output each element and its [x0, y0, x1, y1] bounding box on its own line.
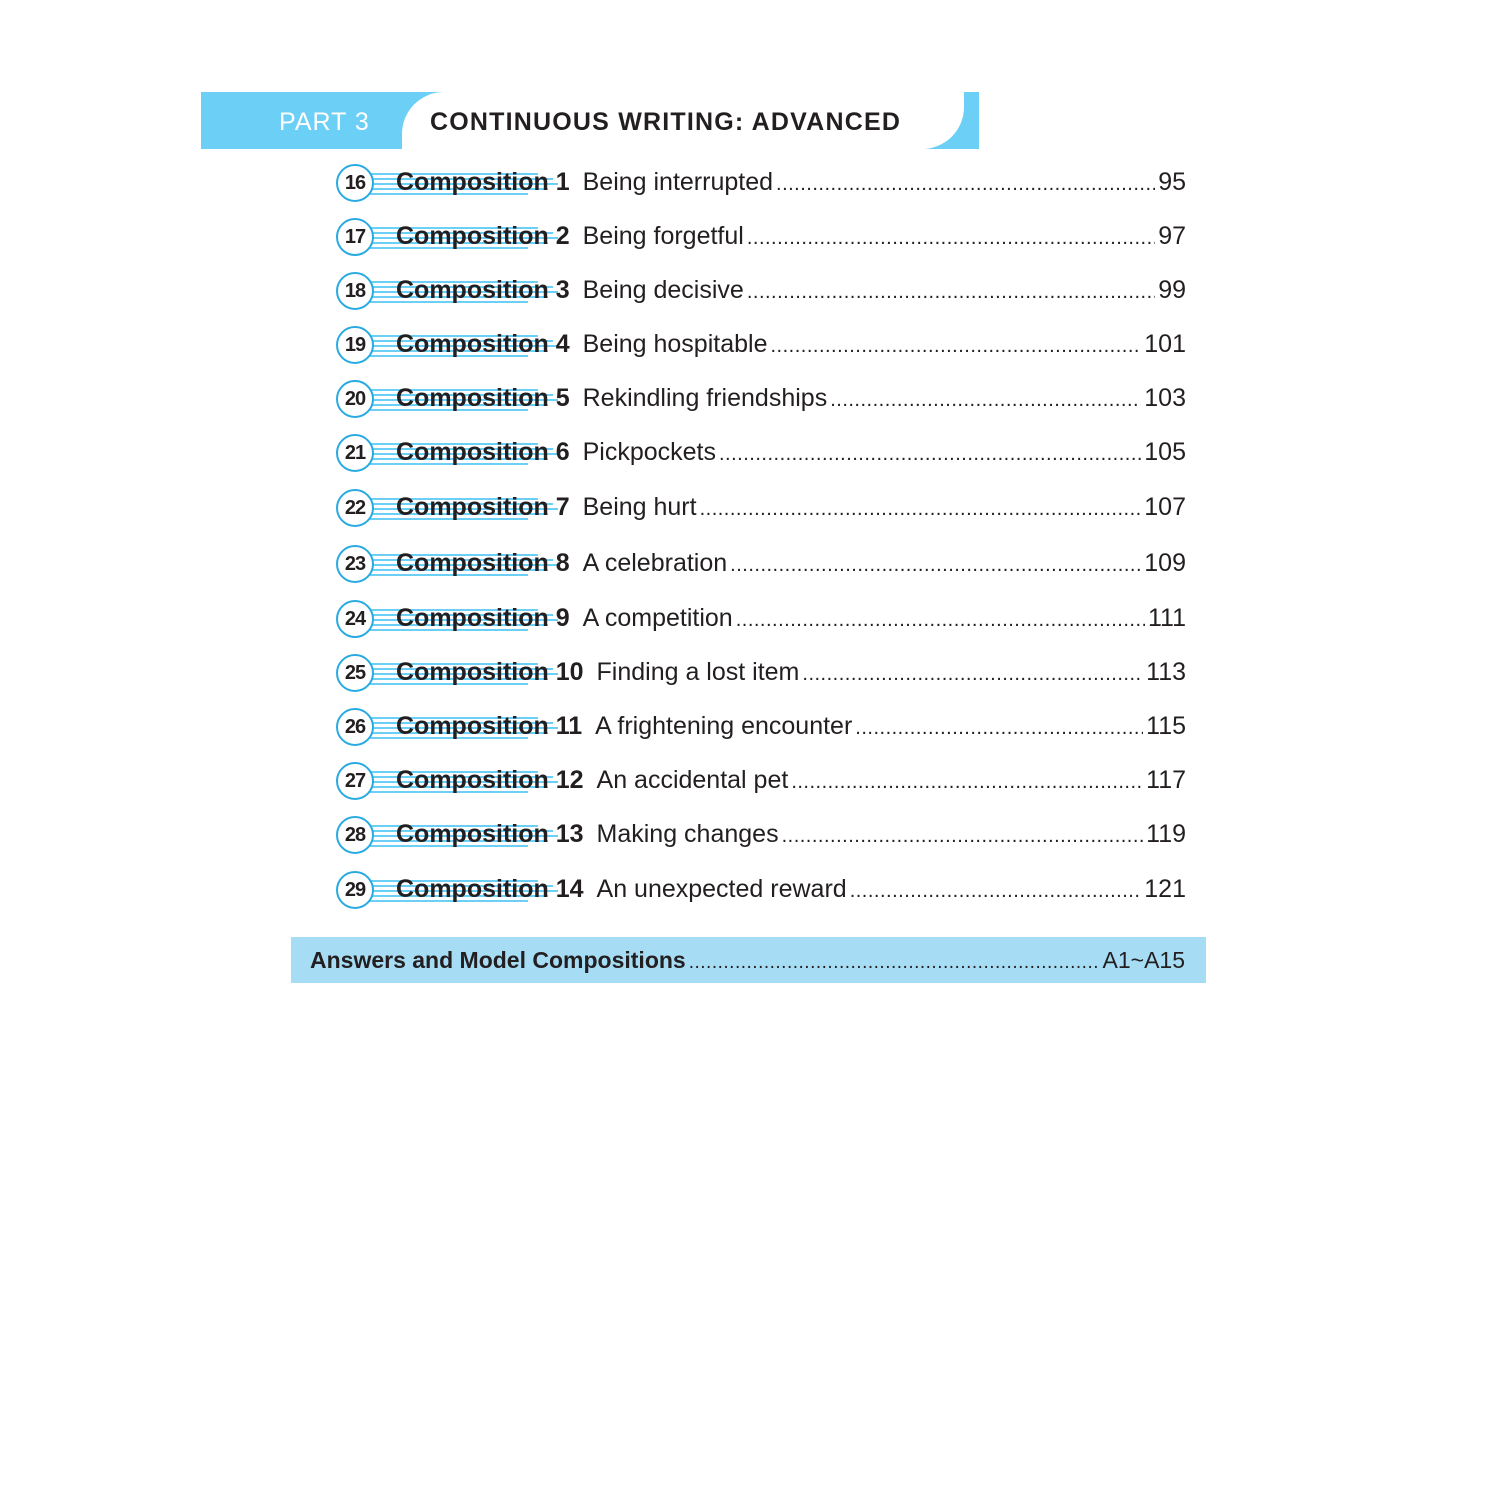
toc-entry[interactable]	[336, 706, 1186, 746]
part-title-pill	[402, 92, 964, 149]
dot-leader	[736, 600, 1145, 640]
chapter-number-badge: 21	[336, 434, 374, 472]
composition-label: Composition 6	[396, 438, 570, 466]
composition-label: Composition 2	[396, 222, 570, 250]
page-number: 97	[1158, 222, 1186, 250]
answers-page-range: A1~A15	[1102, 947, 1185, 973]
composition-title: A frightening encounter	[595, 712, 853, 740]
dot-leader	[700, 489, 1142, 529]
page-number: 111	[1147, 604, 1186, 632]
dot-leader	[782, 816, 1144, 856]
page-number: 101	[1144, 330, 1186, 358]
dot-leader	[791, 762, 1143, 802]
composition-label: Composition 13	[396, 820, 584, 848]
composition-label: Composition 11	[396, 712, 583, 740]
dot-leader	[855, 708, 1143, 748]
dot-leader	[747, 272, 1155, 312]
composition-title: Being hospitable	[582, 330, 768, 358]
composition-title: Being interrupted	[582, 168, 774, 196]
chapter-number-badge: 17	[336, 218, 374, 256]
toc-entry[interactable]	[336, 652, 1186, 692]
composition-label: Composition 7	[396, 493, 570, 521]
composition-title: Being hurt	[582, 493, 697, 521]
part-title: CONTINUOUS WRITING: ADVANCED	[430, 108, 902, 136]
dot-leader	[747, 218, 1155, 258]
composition-title: Making changes	[596, 820, 779, 848]
toc-entry[interactable]	[336, 162, 1186, 202]
composition-title: Being decisive	[582, 276, 744, 304]
page-number: 109	[1144, 549, 1186, 577]
toc-entry[interactable]	[336, 487, 1186, 527]
chapter-number-badge: 26	[336, 708, 374, 746]
dot-leader	[730, 545, 1141, 585]
chapter-number-badge: 18	[336, 272, 374, 310]
answers-section-bar[interactable]	[291, 937, 1206, 983]
toc-entry[interactable]	[336, 814, 1186, 854]
composition-label: Composition 5	[396, 384, 570, 412]
composition-title: A celebration	[582, 549, 728, 577]
toc-entry[interactable]	[336, 324, 1186, 364]
composition-title: Being forgetful	[582, 222, 744, 250]
page-number: 99	[1158, 276, 1186, 304]
composition-label: Composition 14	[396, 875, 584, 903]
answers-label: Answers and Model Compositions	[310, 947, 686, 973]
chapter-number-badge: 22	[336, 489, 374, 527]
page-number: 119	[1146, 820, 1186, 848]
composition-title: A competition	[582, 604, 733, 632]
composition-title: Finding a lost item	[596, 658, 800, 686]
chapter-number-badge: 28	[336, 816, 374, 854]
page-number: 105	[1144, 438, 1186, 466]
composition-label: Composition 12	[396, 766, 584, 794]
toc-entry[interactable]	[336, 543, 1186, 583]
page-number: 117	[1146, 766, 1186, 794]
toc-entry[interactable]	[336, 869, 1186, 909]
chapter-number-badge: 23	[336, 545, 374, 583]
chapter-number-badge: 19	[336, 326, 374, 364]
page-number: 95	[1158, 168, 1186, 196]
toc-entry[interactable]	[336, 760, 1186, 800]
part-banner	[201, 92, 979, 149]
toc-entry[interactable]	[336, 216, 1186, 256]
page-number: 113	[1146, 658, 1186, 686]
toc-entry[interactable]	[336, 432, 1186, 472]
chapter-number-badge: 24	[336, 600, 374, 638]
chapter-number-badge: 16	[336, 164, 374, 202]
toc-entry[interactable]	[336, 270, 1186, 310]
composition-label: Composition 4	[396, 330, 570, 358]
dot-leader	[850, 871, 1142, 911]
composition-label: Composition 10	[396, 658, 584, 686]
chapter-number-badge: 27	[336, 762, 374, 800]
toc-entry[interactable]	[336, 378, 1186, 418]
composition-label: Composition 3	[396, 276, 570, 304]
page-number: 103	[1144, 384, 1186, 412]
dot-leader	[776, 164, 1155, 204]
composition-label: Composition 1	[396, 168, 570, 196]
chapter-number-badge: 20	[336, 380, 374, 418]
composition-label: Composition 8	[396, 549, 570, 577]
composition-title: An unexpected reward	[596, 875, 847, 903]
dot-leader	[719, 434, 1141, 474]
part-label: PART 3	[279, 108, 370, 136]
page-number: 115	[1146, 712, 1186, 740]
dot-leader	[802, 654, 1143, 694]
page-number: 107	[1144, 493, 1186, 521]
composition-title: Pickpockets	[582, 438, 716, 466]
toc-entry[interactable]	[336, 598, 1186, 638]
composition-label: Composition 9	[396, 604, 570, 632]
chapter-number-badge: 25	[336, 654, 374, 692]
page-number: 121	[1144, 875, 1186, 903]
dot-leader	[770, 326, 1141, 366]
composition-title: Rekindling friendships	[582, 384, 828, 412]
chapter-number-badge: 29	[336, 871, 374, 909]
dot-leader	[689, 940, 1100, 986]
dot-leader	[830, 380, 1141, 420]
composition-title: An accidental pet	[596, 766, 789, 794]
